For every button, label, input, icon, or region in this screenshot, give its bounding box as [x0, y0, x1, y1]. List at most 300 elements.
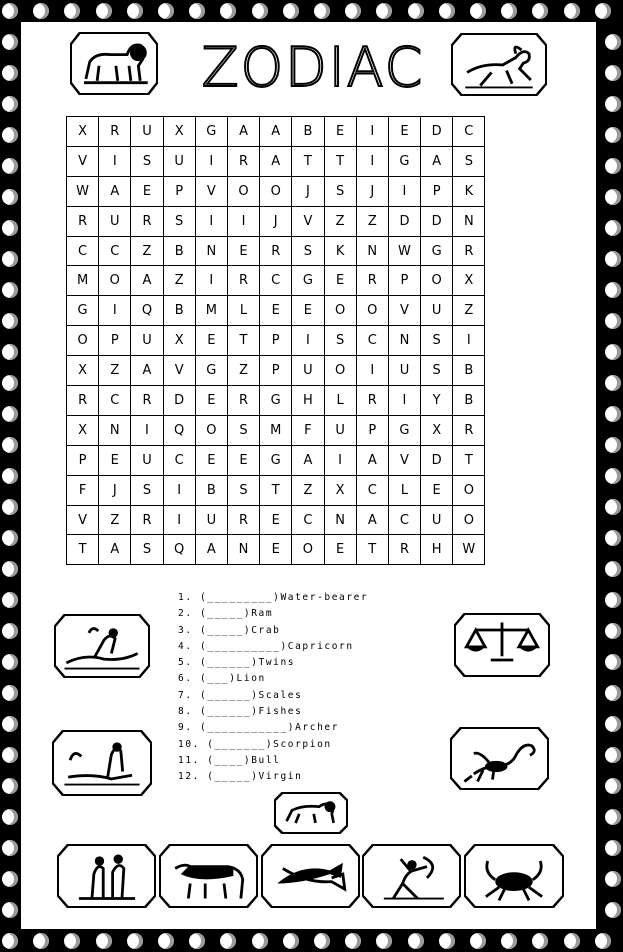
border-dot [605, 282, 621, 298]
grid-cell: U [195, 505, 227, 535]
grid-cell: Z [356, 206, 388, 236]
grid-cell: L [324, 386, 356, 416]
grid-cell: A [356, 445, 388, 475]
border-dot [605, 809, 621, 825]
grid-cell: E [99, 445, 131, 475]
grid-cell: A [421, 146, 453, 176]
grid-cell: R [453, 236, 485, 266]
grid-cell: B [453, 356, 485, 386]
grid-cell: R [260, 236, 292, 266]
grid-cell: E [421, 475, 453, 505]
border-dot [252, 3, 268, 19]
border-dot [605, 158, 621, 174]
grid-row [67, 176, 485, 206]
border-dot [605, 716, 621, 732]
grid-cell: Z [292, 475, 324, 505]
clue-item: 6. (___)Lion [178, 673, 266, 685]
grid-cell: A [260, 117, 292, 147]
border-dot [605, 561, 621, 577]
grid-cell: D [421, 206, 453, 236]
clue-item: 5. (______)Twins [178, 657, 296, 669]
aquarius-icon [54, 614, 150, 678]
grid-cell: R [227, 386, 259, 416]
grid-row [67, 117, 485, 147]
grid-cell: R [131, 505, 163, 535]
border-dot [2, 716, 18, 732]
grid-cell: I [388, 176, 420, 206]
grid-cell: O [260, 176, 292, 206]
grid-cell: N [324, 505, 356, 535]
grid-cell: A [356, 505, 388, 535]
border-dot [605, 313, 621, 329]
grid-cell: G [388, 415, 420, 445]
grid-cell: K [453, 176, 485, 206]
grid-cell: Q [163, 415, 195, 445]
grid-cell: O [324, 356, 356, 386]
grid-cell: R [67, 386, 99, 416]
grid-cell: C [99, 386, 131, 416]
grid-cell: G [292, 266, 324, 296]
pisces-icon [261, 844, 360, 908]
grid-cell: R [131, 386, 163, 416]
border-dot [2, 158, 18, 174]
grid-row [67, 445, 485, 475]
grid-row [67, 415, 485, 445]
grid-cell: I [195, 146, 227, 176]
taurus-icon [159, 844, 258, 908]
grid-cell: X [324, 475, 356, 505]
border-dot [2, 530, 18, 546]
grid-cell: U [324, 415, 356, 445]
grid-cell: W [388, 236, 420, 266]
virgo-icon [52, 730, 152, 796]
grid-cell: F [292, 415, 324, 445]
border-dot [2, 437, 18, 453]
border-dot [605, 530, 621, 546]
grid-cell: B [163, 296, 195, 326]
grid-cell: U [388, 356, 420, 386]
clue-item: 2. (_____)Ram [178, 608, 274, 620]
grid-cell: N [99, 415, 131, 445]
border-dot [532, 3, 548, 19]
grid-cell: X [421, 415, 453, 445]
grid-cell: A [260, 146, 292, 176]
grid-cell: I [227, 206, 259, 236]
border-dot [439, 3, 455, 19]
border-dot [33, 3, 49, 19]
border-dot [605, 251, 621, 267]
border-dot [2, 809, 18, 825]
grid-cell: E [195, 386, 227, 416]
grid-cell: X [67, 356, 99, 386]
grid-cell: C [292, 505, 324, 535]
grid-cell: V [67, 505, 99, 535]
grid-cell: U [99, 206, 131, 236]
grid-cell: I [99, 296, 131, 326]
grid-cell: T [227, 326, 259, 356]
grid-cell: P [67, 445, 99, 475]
border-dot [2, 561, 18, 577]
border-dot [2, 189, 18, 205]
grid-cell: S [324, 326, 356, 356]
grid-cell: E [260, 296, 292, 326]
grid-cell: B [195, 475, 227, 505]
grid-cell: T [292, 146, 324, 176]
grid-cell: N [453, 206, 485, 236]
border-dot [605, 902, 621, 918]
border-dot [220, 933, 236, 949]
grid-cell: L [388, 475, 420, 505]
grid-cell: S [131, 146, 163, 176]
grid-cell: O [453, 505, 485, 535]
grid-cell: M [260, 415, 292, 445]
grid-cell: W [67, 176, 99, 206]
grid-cell: C [453, 117, 485, 147]
border-dot [127, 933, 143, 949]
border-dot [605, 685, 621, 701]
grid-cell: R [131, 206, 163, 236]
grid-cell: Q [131, 296, 163, 326]
grid-cell: N [388, 326, 420, 356]
grid-cell: P [163, 176, 195, 206]
grid-cell: S [292, 236, 324, 266]
grid-cell: C [388, 505, 420, 535]
border-dot [314, 3, 330, 19]
grid-cell: L [227, 296, 259, 326]
grid-cell: M [195, 296, 227, 326]
grid-cell: J [99, 475, 131, 505]
grid-cell: I [99, 146, 131, 176]
grid-cell: I [356, 117, 388, 147]
grid-cell: E [324, 117, 356, 147]
grid-cell: S [453, 146, 485, 176]
grid-cell: E [324, 535, 356, 565]
grid-cell: R [227, 266, 259, 296]
border-dot [470, 3, 486, 19]
grid-row [67, 266, 485, 296]
grid-cell: G [388, 146, 420, 176]
grid-cell: T [324, 146, 356, 176]
border-dot [2, 592, 18, 608]
border-dot [2, 685, 18, 701]
border-dot [220, 3, 236, 19]
grid-cell: Z [227, 356, 259, 386]
border-dot [501, 3, 517, 19]
grid-cell: E [227, 236, 259, 266]
libra-icon [454, 613, 550, 677]
border-dot [2, 34, 18, 50]
clue-item: 10. (_______)Scorpion [178, 738, 332, 750]
border-dot [283, 933, 299, 949]
border-dot [2, 96, 18, 112]
grid-row [67, 356, 485, 386]
grid-cell: K [324, 236, 356, 266]
grid-cell: U [131, 117, 163, 147]
border-dot [283, 3, 299, 19]
grid-cell: S [324, 176, 356, 206]
grid-cell: A [292, 445, 324, 475]
grid-row [67, 206, 485, 236]
border-dot [189, 933, 205, 949]
grid-cell: Z [453, 296, 485, 326]
border-dot [564, 933, 580, 949]
grid-cell: I [163, 505, 195, 535]
grid-cell: D [421, 445, 453, 475]
grid-cell: A [195, 535, 227, 565]
grid-cell: P [388, 266, 420, 296]
border-dot [2, 871, 18, 887]
grid-cell: P [99, 326, 131, 356]
border-dot [2, 778, 18, 794]
grid-cell: E [260, 505, 292, 535]
grid-cell: I [195, 206, 227, 236]
grid-cell: S [421, 356, 453, 386]
clue-item: 7. (______)Scales [178, 689, 303, 701]
grid-cell: N [195, 236, 227, 266]
border-dot [2, 468, 18, 484]
border-dot [2, 902, 18, 918]
border-dot [2, 251, 18, 267]
grid-cell: E [388, 117, 420, 147]
grid-cell: O [227, 176, 259, 206]
border-dot [2, 747, 18, 763]
grid-cell: O [99, 266, 131, 296]
grid-cell: S [421, 326, 453, 356]
border-dot [345, 933, 361, 949]
grid-cell: G [421, 236, 453, 266]
sagittarius-icon [362, 844, 461, 908]
grid-cell: U [421, 505, 453, 535]
border-dot [408, 3, 424, 19]
clue-item: 3. (_____)Crab [178, 624, 281, 636]
grid-cell: E [324, 266, 356, 296]
border-dot [605, 189, 621, 205]
grid-cell: J [356, 176, 388, 206]
grid-row [67, 326, 485, 356]
border-dot [605, 778, 621, 794]
cancer-icon [464, 844, 564, 908]
grid-cell: E [131, 176, 163, 206]
grid-cell: G [260, 445, 292, 475]
grid-cell: P [260, 326, 292, 356]
grid-cell: V [195, 176, 227, 206]
grid-cell: V [292, 206, 324, 236]
grid-row [67, 296, 485, 326]
grid-cell: H [292, 386, 324, 416]
grid-cell: G [260, 386, 292, 416]
grid-cell: O [453, 475, 485, 505]
grid-cell: D [163, 386, 195, 416]
grid-cell: R [67, 206, 99, 236]
scorpion-icon [450, 727, 549, 790]
ram-icon [451, 33, 547, 96]
border-dot [2, 933, 18, 949]
border-dot [564, 3, 580, 19]
grid-cell: E [260, 535, 292, 565]
grid-cell: O [356, 296, 388, 326]
lion-icon [70, 32, 158, 95]
border-dot [532, 933, 548, 949]
grid-cell: A [99, 176, 131, 206]
border-dot [605, 592, 621, 608]
border-dot [605, 65, 621, 81]
grid-cell: O [421, 266, 453, 296]
grid-cell: S [163, 206, 195, 236]
grid-cell: T [453, 445, 485, 475]
grid-cell: I [356, 356, 388, 386]
grid-cell: B [453, 386, 485, 416]
border-dot [2, 127, 18, 143]
border-dot [605, 344, 621, 360]
grid-cell: P [356, 415, 388, 445]
clue-item: 1. (_________)Water-bearer [178, 592, 369, 603]
grid-cell: B [163, 236, 195, 266]
border-dot [605, 871, 621, 887]
border-dot [605, 468, 621, 484]
clue-item: 11. (____)Bull [178, 754, 281, 766]
grid-cell: U [421, 296, 453, 326]
grid-cell: N [227, 535, 259, 565]
grid-cell: C [356, 475, 388, 505]
grid-cell: X [67, 415, 99, 445]
border-dot [2, 65, 18, 81]
grid-cell: A [131, 266, 163, 296]
grid-cell: R [227, 146, 259, 176]
grid-cell: G [195, 356, 227, 386]
grid-row [67, 146, 485, 176]
grid-cell: D [388, 206, 420, 236]
border-dot [2, 499, 18, 515]
grid-cell: I [324, 445, 356, 475]
grid-cell: D [421, 117, 453, 147]
grid-cell: T [260, 475, 292, 505]
grid-cell: R [356, 266, 388, 296]
border-dot [2, 282, 18, 298]
clue-list [178, 590, 448, 786]
border-dot [314, 933, 330, 949]
grid-cell: Z [131, 236, 163, 266]
grid-row [67, 475, 485, 505]
grid-cell: E [227, 445, 259, 475]
border-dot [345, 3, 361, 19]
border-dot [605, 840, 621, 856]
grid-cell: S [131, 475, 163, 505]
grid-cell: E [292, 296, 324, 326]
grid-cell: X [163, 117, 195, 147]
grid-row [67, 386, 485, 416]
grid-cell: E [195, 326, 227, 356]
grid-cell: T [356, 535, 388, 565]
grid-cell: G [195, 117, 227, 147]
border-dot [2, 623, 18, 639]
grid-cell: X [163, 326, 195, 356]
grid-cell: I [356, 146, 388, 176]
grid-cell: Z [99, 505, 131, 535]
grid-cell: T [67, 535, 99, 565]
page-title [201, 36, 425, 99]
border-dot [376, 3, 392, 19]
grid-cell: B [292, 117, 324, 147]
grid-cell: Z [324, 206, 356, 236]
grid-cell: O [195, 415, 227, 445]
grid-cell: O [67, 326, 99, 356]
grid-cell: M [67, 266, 99, 296]
border-dot [96, 3, 112, 19]
border-dot [605, 375, 621, 391]
border-dot [595, 933, 611, 949]
grid-cell: A [227, 117, 259, 147]
grid-cell: U [292, 356, 324, 386]
clue-item: 12. (_____)Virgin [178, 771, 303, 783]
grid-cell: C [163, 445, 195, 475]
grid-cell: O [324, 296, 356, 326]
border-dot [605, 96, 621, 112]
grid-cell: A [99, 535, 131, 565]
clue-item: 9. (___________)Archer [178, 722, 340, 734]
grid-cell: N [356, 236, 388, 266]
grid-cell: A [131, 356, 163, 386]
grid-cell: I [388, 386, 420, 416]
border-dot [2, 654, 18, 670]
word-search-grid [66, 116, 485, 565]
grid-cell: Y [421, 386, 453, 416]
grid-row [67, 535, 485, 565]
border-dot [189, 3, 205, 19]
border-dot [2, 406, 18, 422]
leo-icon [274, 792, 348, 834]
border-dot [605, 127, 621, 143]
border-dot [252, 933, 268, 949]
grid-cell: S [227, 475, 259, 505]
grid-cell: P [260, 356, 292, 386]
grid-cell: R [227, 505, 259, 535]
grid-cell: Z [99, 356, 131, 386]
border-dot [158, 933, 174, 949]
grid-cell: V [163, 356, 195, 386]
border-dot [605, 34, 621, 50]
grid-cell: U [131, 445, 163, 475]
clue-item: 4. (__________)Capricorn [178, 640, 354, 652]
grid-cell: R [99, 117, 131, 147]
grid-cell: X [453, 266, 485, 296]
grid-cell: Z [163, 266, 195, 296]
grid-row [67, 505, 485, 535]
grid-cell: S [131, 535, 163, 565]
grid-cell: R [356, 386, 388, 416]
border-dot [158, 3, 174, 19]
grid-cell: C [356, 326, 388, 356]
border-dot [605, 406, 621, 422]
border-dot [605, 499, 621, 515]
grid-cell: W [453, 535, 485, 565]
border-dot [33, 933, 49, 949]
grid-cell: I [131, 415, 163, 445]
border-dot [376, 933, 392, 949]
grid-cell: C [67, 236, 99, 266]
clue-item: 8. (______)Fishes [178, 706, 303, 718]
grid-cell: V [388, 296, 420, 326]
border-dot [605, 437, 621, 453]
grid-cell: I [453, 326, 485, 356]
grid-cell: I [292, 326, 324, 356]
grid-cell: U [131, 326, 163, 356]
grid-cell: E [195, 445, 227, 475]
border-dot [127, 3, 143, 19]
border-dot [605, 747, 621, 763]
border-dot [2, 344, 18, 360]
border-dot [605, 654, 621, 670]
grid-cell: C [99, 236, 131, 266]
